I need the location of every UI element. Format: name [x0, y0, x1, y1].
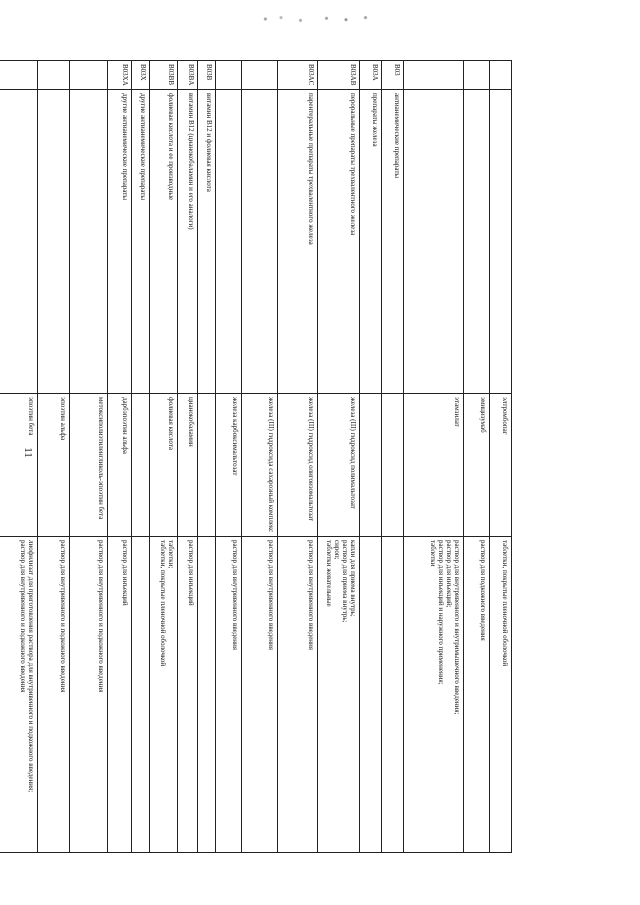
group-name-cell: пероральные препараты трехвалентного железа — [318, 90, 360, 394]
group-name-cell: фолиевая кислота и ее производные — [150, 90, 178, 394]
group-name-cell — [490, 90, 512, 394]
atc-code-cell: B03 — [382, 61, 404, 90]
table-row — [38, 61, 70, 853]
drug-name-cell: фолиевая кислота — [150, 394, 178, 537]
drug-name-cell: этамзилат — [404, 394, 464, 537]
table-row — [318, 61, 360, 853]
drug-name-cell: цианокобаламин — [178, 394, 198, 537]
dosage-form-line: раствор для подкожного введения — [479, 540, 487, 641]
table-row — [490, 61, 512, 853]
dosage-form-line: таблетки — [429, 540, 437, 567]
dosage-form-line: раствор для внутривенного введения — [307, 540, 315, 651]
group-name-cell — [70, 90, 108, 394]
dosage-forms-cell — [464, 537, 490, 853]
dosage-form-line: раствор для внутривенного и подкожного введения — [19, 540, 27, 693]
group-name-cell: другие антианемические препараты — [108, 90, 132, 394]
scan-artifact — [255, 12, 385, 26]
table-row — [132, 61, 150, 853]
dosage-forms-cell — [108, 537, 132, 853]
drug-name-cell: железа (III) гидроксида сахарозный комплекс — [242, 394, 278, 537]
dosage-form-line: капли для приема внутрь; — [349, 540, 357, 617]
dosage-forms-cell — [132, 537, 150, 853]
table-row — [198, 61, 216, 853]
table-row — [382, 61, 404, 853]
drug-name-cell — [382, 394, 404, 537]
dosage-form-line: раствор для внутривенного введения — [231, 540, 239, 651]
table-row — [242, 61, 278, 853]
atc-code-cell: B03BA — [178, 61, 198, 90]
group-name-cell: другие антианемические препараты — [132, 90, 150, 394]
group-name-cell — [38, 90, 70, 394]
group-name-cell: парентеральные препараты трехвалентного железа — [278, 90, 318, 394]
group-name-cell: препараты железа — [360, 90, 382, 394]
atc-code-cell: B03BB — [150, 61, 178, 90]
table-row — [108, 61, 132, 853]
dosage-forms-cell — [490, 537, 512, 853]
atc-code-cell: B03X — [132, 61, 150, 90]
dosage-forms-cell — [198, 537, 216, 853]
table-row — [278, 61, 318, 853]
dosage-form-line: раствор для инъекций и наружного применения; — [437, 540, 445, 685]
dosage-form-line: раствор для инъекций — [187, 540, 195, 606]
drug-name-cell: дарбэпоэтин альфа — [108, 394, 132, 537]
group-name-cell — [0, 90, 38, 394]
dosage-forms-cell — [150, 537, 178, 853]
table-row — [0, 61, 38, 853]
dosage-forms-cell — [382, 537, 404, 853]
dosage-form-line: раствор для внутривенного введения — [267, 540, 275, 651]
drug-name-cell — [198, 394, 216, 537]
dosage-forms-cell — [318, 537, 360, 853]
table-row — [178, 61, 198, 853]
drug-name-cell: метоксиполиэтиленгликоль-эпоэтин бета — [70, 394, 108, 537]
group-name-cell: витамин B12 и фолиевая кислота — [198, 90, 216, 394]
atc-code-cell — [404, 61, 464, 90]
dosage-form-line: таблетки жевательные — [325, 540, 333, 607]
drug-name-cell: эпоэтин бета — [0, 394, 38, 537]
dosage-forms-cell — [0, 537, 38, 853]
dosage-forms-cell — [178, 537, 198, 853]
table-row — [464, 61, 490, 853]
drug-name-cell: эмицизумаб — [464, 394, 490, 537]
dosage-forms-cell — [38, 537, 70, 853]
atc-code-cell — [38, 61, 70, 90]
atc-code-cell — [464, 61, 490, 90]
group-name-cell: антианемические препараты — [382, 90, 404, 394]
atc-code-cell: B03AB — [318, 61, 360, 90]
dosage-forms-cell — [242, 537, 278, 853]
dosage-form-line: раствор для инъекций — [121, 540, 129, 606]
drug-name-cell: железа карбоксимальтозат — [216, 394, 242, 537]
drug-name-cell — [132, 394, 150, 537]
dosage-form-line: таблетки, покрытые пленочной оболочкой — [159, 540, 167, 667]
drug-name-cell — [360, 394, 382, 537]
group-name-cell — [216, 90, 242, 394]
group-name-cell — [242, 90, 278, 394]
drug-name-cell: железа (III) гидроксид полимальтозат — [318, 394, 360, 537]
atc-code-cell — [242, 61, 278, 90]
atc-code-cell: B03A — [360, 61, 382, 90]
dosage-form-line: лиофилизат для приготовления раствора для внутривенного и подкожного введения; — [27, 540, 35, 793]
group-name-cell — [404, 90, 464, 394]
dosage-form-line: раствор для приема внутрь; — [341, 540, 349, 623]
drug-table-body — [0, 61, 512, 853]
dosage-form-line: раствор для внутривенного и подкожного введения — [59, 540, 67, 693]
dosage-forms-cell — [278, 537, 318, 853]
atc-code-cell: B03XA — [108, 61, 132, 90]
drug-table — [0, 60, 512, 853]
dosage-form-line: раствор для внутривенного и внутримышечного введения; — [453, 540, 461, 715]
dosage-forms-cell — [404, 537, 464, 853]
atc-code-cell — [216, 61, 242, 90]
drug-name-cell: эпоэтин альфа — [38, 394, 70, 537]
dosage-forms-cell — [360, 537, 382, 853]
dosage-forms-cell — [216, 537, 242, 853]
page-number: 11 — [21, 447, 34, 458]
atc-code-cell — [490, 61, 512, 90]
group-name-cell — [464, 90, 490, 394]
dosage-forms-cell — [70, 537, 108, 853]
table-row — [360, 61, 382, 853]
dosage-form-line: таблетки, покрытые пленочной оболочкой — [501, 540, 509, 667]
table-row — [216, 61, 242, 853]
dosage-form-line: таблетки; — [167, 540, 175, 569]
dosage-form-line: сироп; — [333, 540, 341, 560]
table-row — [70, 61, 108, 853]
atc-code-cell: B03AC — [278, 61, 318, 90]
dosage-form-line: раствор для инъекций; — [445, 540, 453, 608]
drug-name-cell: железа (III) гидроксид олигоизомальтозат — [278, 394, 318, 537]
atc-code-cell — [70, 61, 108, 90]
dosage-form-line: раствор для внутривенного и подкожного введения — [97, 540, 105, 693]
drug-name-cell: элтромбопаг — [490, 394, 512, 537]
table-row — [150, 61, 178, 853]
table-row — [404, 61, 464, 853]
atc-code-cell — [0, 61, 38, 90]
atc-code-cell: B03B — [198, 61, 216, 90]
group-name-cell: витамин B12 (цианокобаламин и его аналоги) — [178, 90, 198, 394]
